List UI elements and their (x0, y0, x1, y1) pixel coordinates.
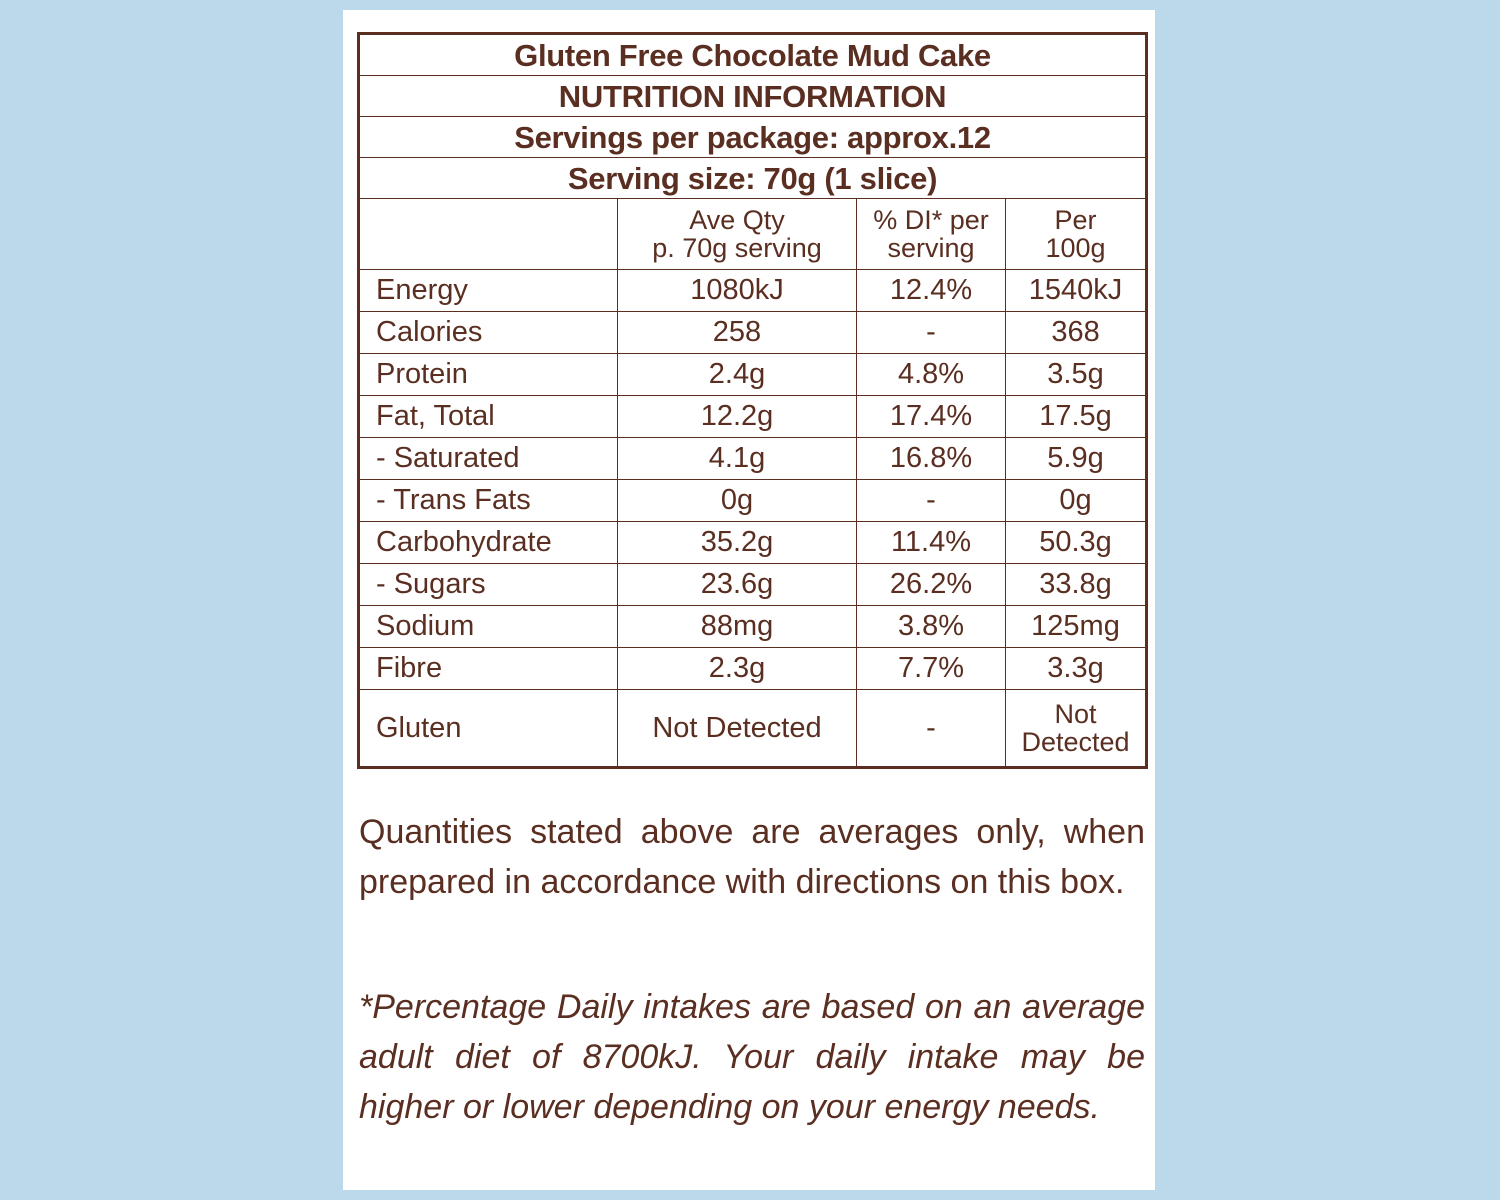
nutrient-row (359, 648, 1147, 690)
ave-qty-value: 2.4g (618, 354, 857, 396)
nutrient-row (359, 396, 1147, 438)
nutrient-name: Protein (359, 354, 618, 396)
per-100g-value: 3.3g (1006, 648, 1147, 690)
nutrient-row (359, 606, 1147, 648)
nutrition-table (357, 32, 1148, 769)
column-header-blank (359, 199, 618, 270)
ave-qty-value: 23.6g (618, 564, 857, 606)
ave-qty-value: 0g (618, 480, 857, 522)
nutrient-row (359, 312, 1147, 354)
column-header-ave-qty (618, 199, 857, 270)
di-value: 26.2% (857, 564, 1006, 606)
nutrient-name: Fibre (359, 648, 618, 690)
column-header-di-line1: % DI* per (873, 204, 989, 235)
per-100g-value: 368 (1006, 312, 1147, 354)
nutrient-row (359, 522, 1147, 564)
per-100g-value: 125mg (1006, 606, 1147, 648)
servings-per-package: Servings per package: approx.12 (359, 117, 1147, 158)
di-value: 16.8% (857, 438, 1006, 480)
gluten-row (359, 690, 1147, 768)
gluten-per-100g-line1: Not (1054, 698, 1097, 729)
di-value: 7.7% (857, 648, 1006, 690)
ave-qty-value: 1080kJ (618, 270, 857, 312)
ave-qty-value: 258 (618, 312, 857, 354)
di-value: - (857, 480, 1006, 522)
per-100g-value: 3.5g (1006, 354, 1147, 396)
nutrient-name: Fat, Total (359, 396, 618, 438)
nutrient-row (359, 354, 1147, 396)
column-header-per-100g-line2: 100g (1045, 233, 1106, 263)
averages-note: Quantities stated above are averages only, when prepared in accordance with directions on this box. (359, 813, 1145, 901)
nutrient-name: - Sugars (359, 564, 618, 606)
per-100g-value: 33.8g (1006, 564, 1147, 606)
nutrient-row (359, 564, 1147, 606)
di-value: 17.4% (857, 396, 1006, 438)
ave-qty-value: 12.2g (618, 396, 857, 438)
panel-title: NUTRITION INFORMATION (359, 76, 1147, 117)
di-value: 12.4% (857, 270, 1006, 312)
product-name-row (359, 34, 1147, 76)
nutrition-label-panel (343, 10, 1155, 1190)
nutrient-name: - Saturated (359, 438, 618, 480)
nutrient-name: Energy (359, 270, 618, 312)
column-header-per-100g (1006, 199, 1147, 270)
per-100g-value: 0g (1006, 480, 1147, 522)
nutrient-name: Calories (359, 312, 618, 354)
serving-size: Serving size: 70g (1 slice) (359, 158, 1147, 199)
gluten-name: Gluten (359, 690, 618, 768)
gluten-di: - (857, 690, 1006, 768)
ave-qty-value: 35.2g (618, 522, 857, 564)
gluten-ave-qty: Not Detected (618, 690, 857, 768)
column-header-di-line2: serving (887, 233, 975, 263)
nutrient-name: - Trans Fats (359, 480, 618, 522)
ave-qty-value: 4.1g (618, 438, 857, 480)
servings-per-package-row (359, 117, 1147, 158)
ave-qty-value: 88mg (618, 606, 857, 648)
per-100g-value: 1540kJ (1006, 270, 1147, 312)
di-value: 3.8% (857, 606, 1006, 648)
di-value: 11.4% (857, 522, 1006, 564)
di-value: 4.8% (857, 354, 1006, 396)
nutrient-row (359, 270, 1147, 312)
nutrient-row (359, 438, 1147, 480)
per-100g-value: 17.5g (1006, 396, 1147, 438)
nutrient-row (359, 480, 1147, 522)
product-name: Gluten Free Chocolate Mud Cake (359, 34, 1147, 76)
nutrient-name: Carbohydrate (359, 522, 618, 564)
column-header-row (359, 199, 1147, 270)
column-header-ave-qty-line2: p. 70g serving (652, 233, 822, 263)
per-100g-value: 50.3g (1006, 522, 1147, 564)
gluten-per-100g (1006, 690, 1147, 768)
panel-title-row (359, 76, 1147, 117)
column-header-ave-qty-line1: Ave Qty (689, 204, 785, 235)
column-header-per-100g-line1: Per (1054, 204, 1097, 235)
per-100g-value: 5.9g (1006, 438, 1147, 480)
nutrient-name: Sodium (359, 606, 618, 648)
ave-qty-value: 2.3g (618, 648, 857, 690)
column-header-di (857, 199, 1006, 270)
serving-size-row (359, 158, 1147, 199)
daily-intake-footnote: *Percentage Daily intakes are based on an average adult diet of 8700kJ. Your daily intake may be higher or lower depending on your energy needs. (359, 988, 1145, 1126)
di-value: - (857, 312, 1006, 354)
gluten-per-100g-line2: Detected (1021, 727, 1130, 757)
